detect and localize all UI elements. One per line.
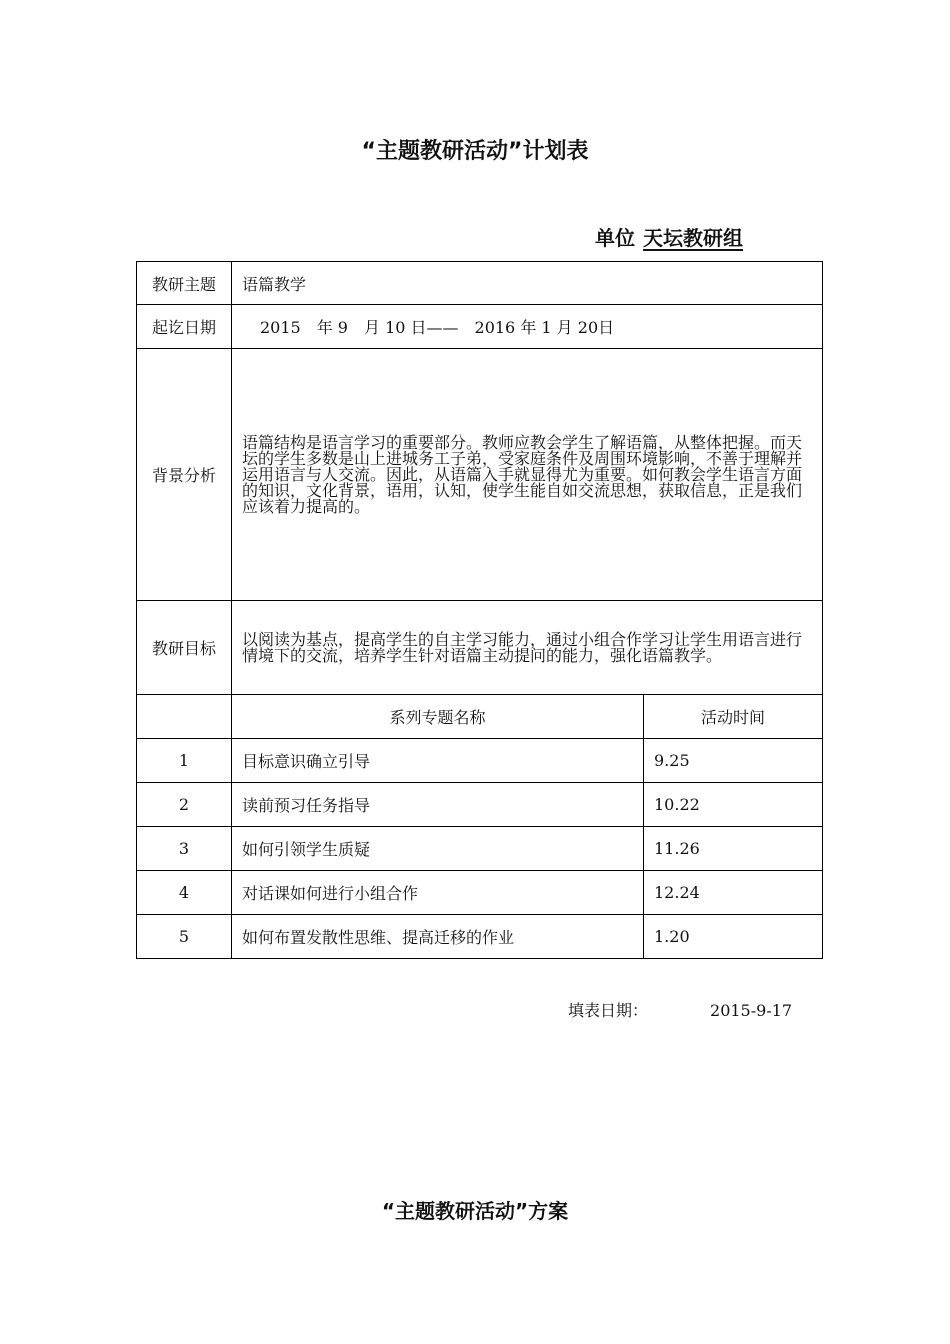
period-row	[137, 305, 823, 349]
series-time: 10.22	[644, 783, 823, 827]
series-no: 4	[137, 871, 232, 915]
goal-row	[137, 601, 823, 695]
background-label: 背景分析	[137, 349, 232, 601]
page-title: “主题教研活动”计划表	[361, 139, 589, 164]
fill-date-label: 填表日期：	[568, 1001, 649, 1020]
topic-label: 教研主题	[137, 262, 232, 305]
series-time: 1.20	[644, 915, 823, 959]
series-time: 12.24	[644, 871, 823, 915]
topic-row	[137, 262, 823, 305]
fill-date-value: 2015-9-17	[710, 1001, 793, 1020]
period-label: 起讫日期	[137, 305, 232, 349]
goal-label: 教研目标	[137, 601, 232, 695]
table-row	[137, 783, 823, 827]
series-no: 1	[137, 739, 232, 783]
series-name: 如何布置发散性思维、提高迁移的作业	[232, 915, 644, 959]
series-header-time: 活动时间	[644, 695, 823, 739]
unit-value: 天坛教研组	[643, 226, 743, 250]
background-text: 语篇结构是语言学习的重要部分。教师应教会学生了解语篇，从整体把握。而天坛的学生多数是山上进城务工子弟，受家庭条件及周围环境影响，不善于理解并运用语言与人交流。因此，从语篇入手就显得尤为重要。如何教会学生语言方面的知识，文化背景，语用，认知，使学生能自如交流思想，获取信息，正是我们应该着力提高的。	[232, 349, 823, 601]
unit-label: 单位	[595, 226, 635, 250]
table-row	[137, 915, 823, 959]
series-no: 2	[137, 783, 232, 827]
topic-value: 语篇教学	[232, 262, 823, 305]
period-value: 2015 年 9 月 10 日—— 2016 年 1 月 20日	[232, 305, 823, 349]
series-no: 5	[137, 915, 232, 959]
section-title: “主题教研活动”方案	[381, 1199, 569, 1223]
series-name: 目标意识确立引导	[232, 739, 644, 783]
series-header-name: 系列专题名称	[232, 695, 644, 739]
series-header-blank	[137, 695, 232, 739]
table-row	[137, 739, 823, 783]
plan-table	[136, 261, 823, 959]
table-row	[137, 827, 823, 871]
series-name: 如何引领学生质疑	[232, 827, 644, 871]
unit-line	[595, 222, 773, 251]
series-time: 9.25	[644, 739, 823, 783]
series-name: 读前预习任务指导	[232, 783, 644, 827]
table-row	[137, 871, 823, 915]
series-name: 对话课如何进行小组合作	[232, 871, 644, 915]
series-header-row	[137, 695, 823, 739]
series-no: 3	[137, 827, 232, 871]
goal-text: 以阅读为基点，提高学生的自主学习能力，通过小组合作学习让学生用语言进行情境下的交流，培养学生针对语篇主动提问的能力，强化语篇教学。	[232, 601, 823, 695]
fill-date	[568, 998, 792, 1021]
background-row	[137, 349, 823, 601]
series-time: 11.26	[644, 827, 823, 871]
